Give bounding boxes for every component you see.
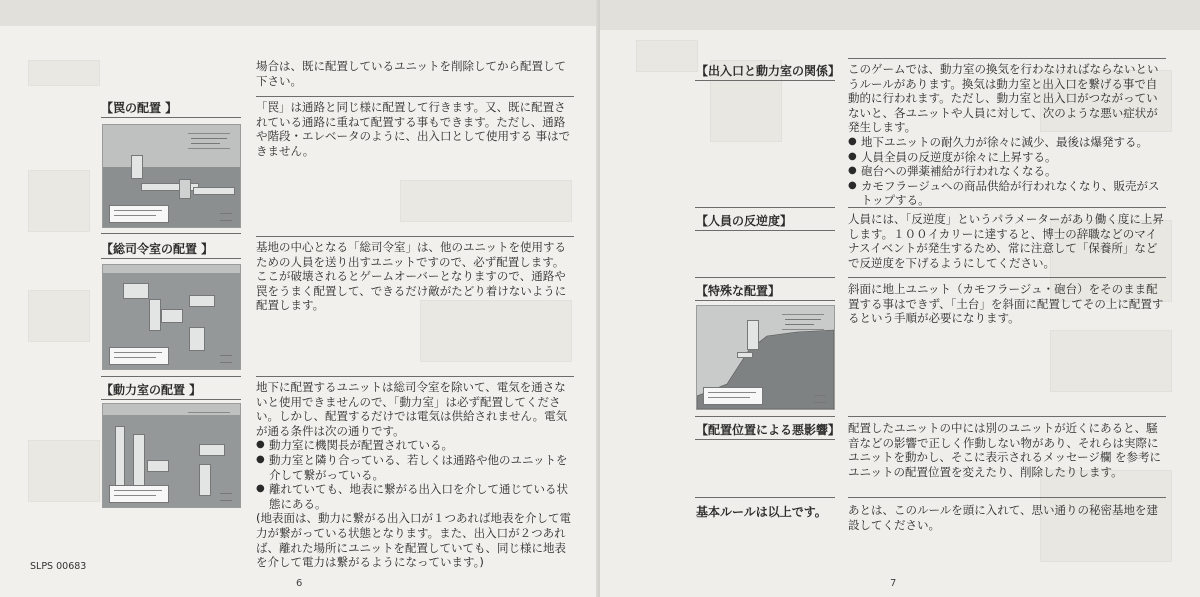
section-rule: [695, 497, 835, 498]
right-page: [600, 0, 1200, 597]
tower-unit: [131, 155, 143, 179]
label-rule: [695, 80, 835, 81]
section-body-power: [256, 380, 574, 570]
section-rule: [848, 58, 1166, 59]
hud-readout: [188, 133, 230, 149]
section-label-entrance: 【出入口と動力室の関係】: [696, 64, 841, 78]
bleed-through-box: [28, 290, 90, 342]
section-rule: [848, 497, 1166, 498]
section-text-entrance: このゲームでは、動力室の換気を行わなければならないというルールがあります。換気は動力室と出入口を繋げる事で自動的に行われます。ただし、動力室と出入口がつながっていないと、各ユニットや人員に対して、次のような悪い症状が発生します。: [848, 62, 1159, 135]
screenshot-trap: [102, 124, 241, 228]
room-unit: [199, 444, 225, 456]
bullet-item: ● 人員全員の反逆度が徐々に上昇する。: [848, 150, 1166, 165]
bleed-through-box: [28, 170, 90, 232]
section-rule: [101, 233, 241, 234]
intro-text: 場合は、既に配置しているユニットを削除してから配置して下さい。: [256, 59, 567, 88]
section-label-hq: 【総司令室の配置 】: [101, 242, 214, 256]
section-label-trap: 【罠の配置 】: [101, 101, 178, 115]
power-room-unit: [147, 460, 169, 472]
section-rule: [101, 376, 241, 377]
status-tag: [220, 493, 232, 501]
message-box: [703, 387, 763, 405]
page-number: 7: [890, 578, 897, 589]
room-unit: [161, 309, 183, 323]
message-box: [109, 347, 169, 365]
bleed-through-band: [600, 0, 1200, 30]
section-rule: [256, 376, 574, 377]
bleed-through-box: [28, 440, 100, 502]
tower-unit: [747, 320, 759, 350]
bullet-item: ● 地下ユニットの耐久力が徐々に減少、最後は爆発する。: [848, 135, 1166, 150]
bullet-item: ● 動力室に機関長が配置されている。: [256, 438, 574, 453]
section-text-special: 斜面に地上ユニット（カモフラージュ・砲台）をそのまま配置する事はできず、「土台」を斜面に配置してその上に配置するという手順が必要になります。: [848, 282, 1164, 326]
hq-unit: [123, 283, 149, 299]
label-rule: [695, 439, 835, 440]
section-text-trap: 「罠」は通路と同じ様に配置して行きます。又、既に配置されている通路に重ねて配置する事もできます。ただし、通路や階段・エレベータのように、出入口として使用する 事はできません。: [256, 100, 571, 158]
status-tag: [814, 395, 826, 403]
section-label-interference: 【配置位置による悪影響】: [696, 423, 841, 437]
section-label-special: 【特殊な配置】: [696, 284, 781, 298]
section-text-hq: 基地の中心となる「総司令室」は、他のユニットを使用するための人員を送り出すユニットですので、必ず配置します。ここが破壊されるとゲームオーバーとなりますので、通路や罠をうまく配置して、できるだけ敵がたどり着けないように配置します。: [256, 240, 567, 313]
bleed-through-box: [1050, 330, 1172, 392]
label-rule: [101, 399, 241, 400]
section-label-power: 【動力室の配置 】: [101, 383, 202, 397]
room-unit: [189, 327, 205, 351]
bleed-through-box: [28, 60, 100, 86]
label-rule: [695, 300, 835, 301]
section-body-entrance: [848, 62, 1166, 208]
bullet-item: ● 砲台への弾薬補給が行われなくなる。: [848, 164, 1166, 179]
bleed-through-box: [636, 40, 698, 72]
message-box: [109, 205, 169, 223]
section-text-power: 地下に配置するユニットは総司令室を除いて、電気を通さないと使用できませんので、「動力室」は必ず配置してください。しかし、配置するだけでは電気は供給されません。電気が通る条件は次の通りです。: [256, 380, 568, 438]
status-tag: [220, 213, 232, 221]
message-box: [109, 485, 169, 503]
section-label-closing: 基本ルールは以上です。: [696, 505, 827, 519]
shaft-unit: [115, 426, 125, 492]
section-rule: [848, 207, 1166, 208]
elevator-unit: [149, 299, 161, 331]
status-tag: [220, 355, 232, 363]
section-text-closing: あとは、このルールを頭に入れて、思い通りの秘密基地を建設してください。: [848, 503, 1159, 532]
label-rule: [101, 117, 241, 118]
bullet-item: ● 離れていても、地表に繋がる出入口を介して通じている状態にある。: [256, 482, 574, 511]
screenshot-special: [696, 305, 835, 410]
section-rule: [848, 416, 1166, 417]
bullet-item: ● カモフラージュへの商品供給が行われなくなり、販売がストップする。: [848, 179, 1166, 208]
label-rule: [101, 258, 241, 259]
section-label-rebellion: 【人員の反逆度】: [696, 214, 793, 228]
section-text-interference: 配置したユニットの中には別のユニットが近くにあると、騒音などの影響で正しく作動しない物があり、それらは実際にユニットを動かし、そこに表示されるメッセージ欄 を参考にユニットの配置位置を変えたり、削除したりします。: [848, 421, 1162, 479]
bullet-item: ● 動力室と隣り合っている、若しくは通路や他のユニットを介して繋がっている。: [256, 453, 574, 482]
product-code: SLPS 00683: [30, 561, 87, 572]
page-number: 6: [296, 578, 303, 589]
foundation-unit: [737, 352, 753, 358]
section-rule: [256, 96, 574, 97]
section-text-rebellion: 人員には、「反逆度」というパラメーターがあり働く度に上昇します。１００イカリーに達すると、博士の辞職などのマイナスイベントが発生するため、常に注意して「保養所」などで反逆度を下げるようにしてください。: [848, 212, 1164, 270]
room-unit: [189, 295, 215, 307]
section-rule: [695, 207, 835, 208]
section-rule: [695, 416, 835, 417]
section-rule: [848, 277, 1166, 278]
screenshot-hq: [102, 264, 241, 370]
bleed-through-band: [0, 0, 600, 26]
section-note-power: (地表面は、動力に繋がる出入口が１つあれば地表を介して電力が繋がっている状態となります。また、出入口が２つあれば、離れた場所にユニットを配置していても、同じ様に地表を介して電力は繋がるようになっています。): [256, 511, 571, 570]
bleed-through-box: [400, 180, 572, 222]
screenshot-power: [102, 403, 241, 508]
trap-unit: [179, 179, 191, 199]
section-rule: [695, 277, 835, 278]
section-rule: [256, 236, 574, 237]
shaft-unit: [133, 434, 145, 486]
corridor-unit: [193, 187, 235, 195]
label-rule: [695, 230, 835, 231]
shaft-unit: [199, 464, 211, 496]
